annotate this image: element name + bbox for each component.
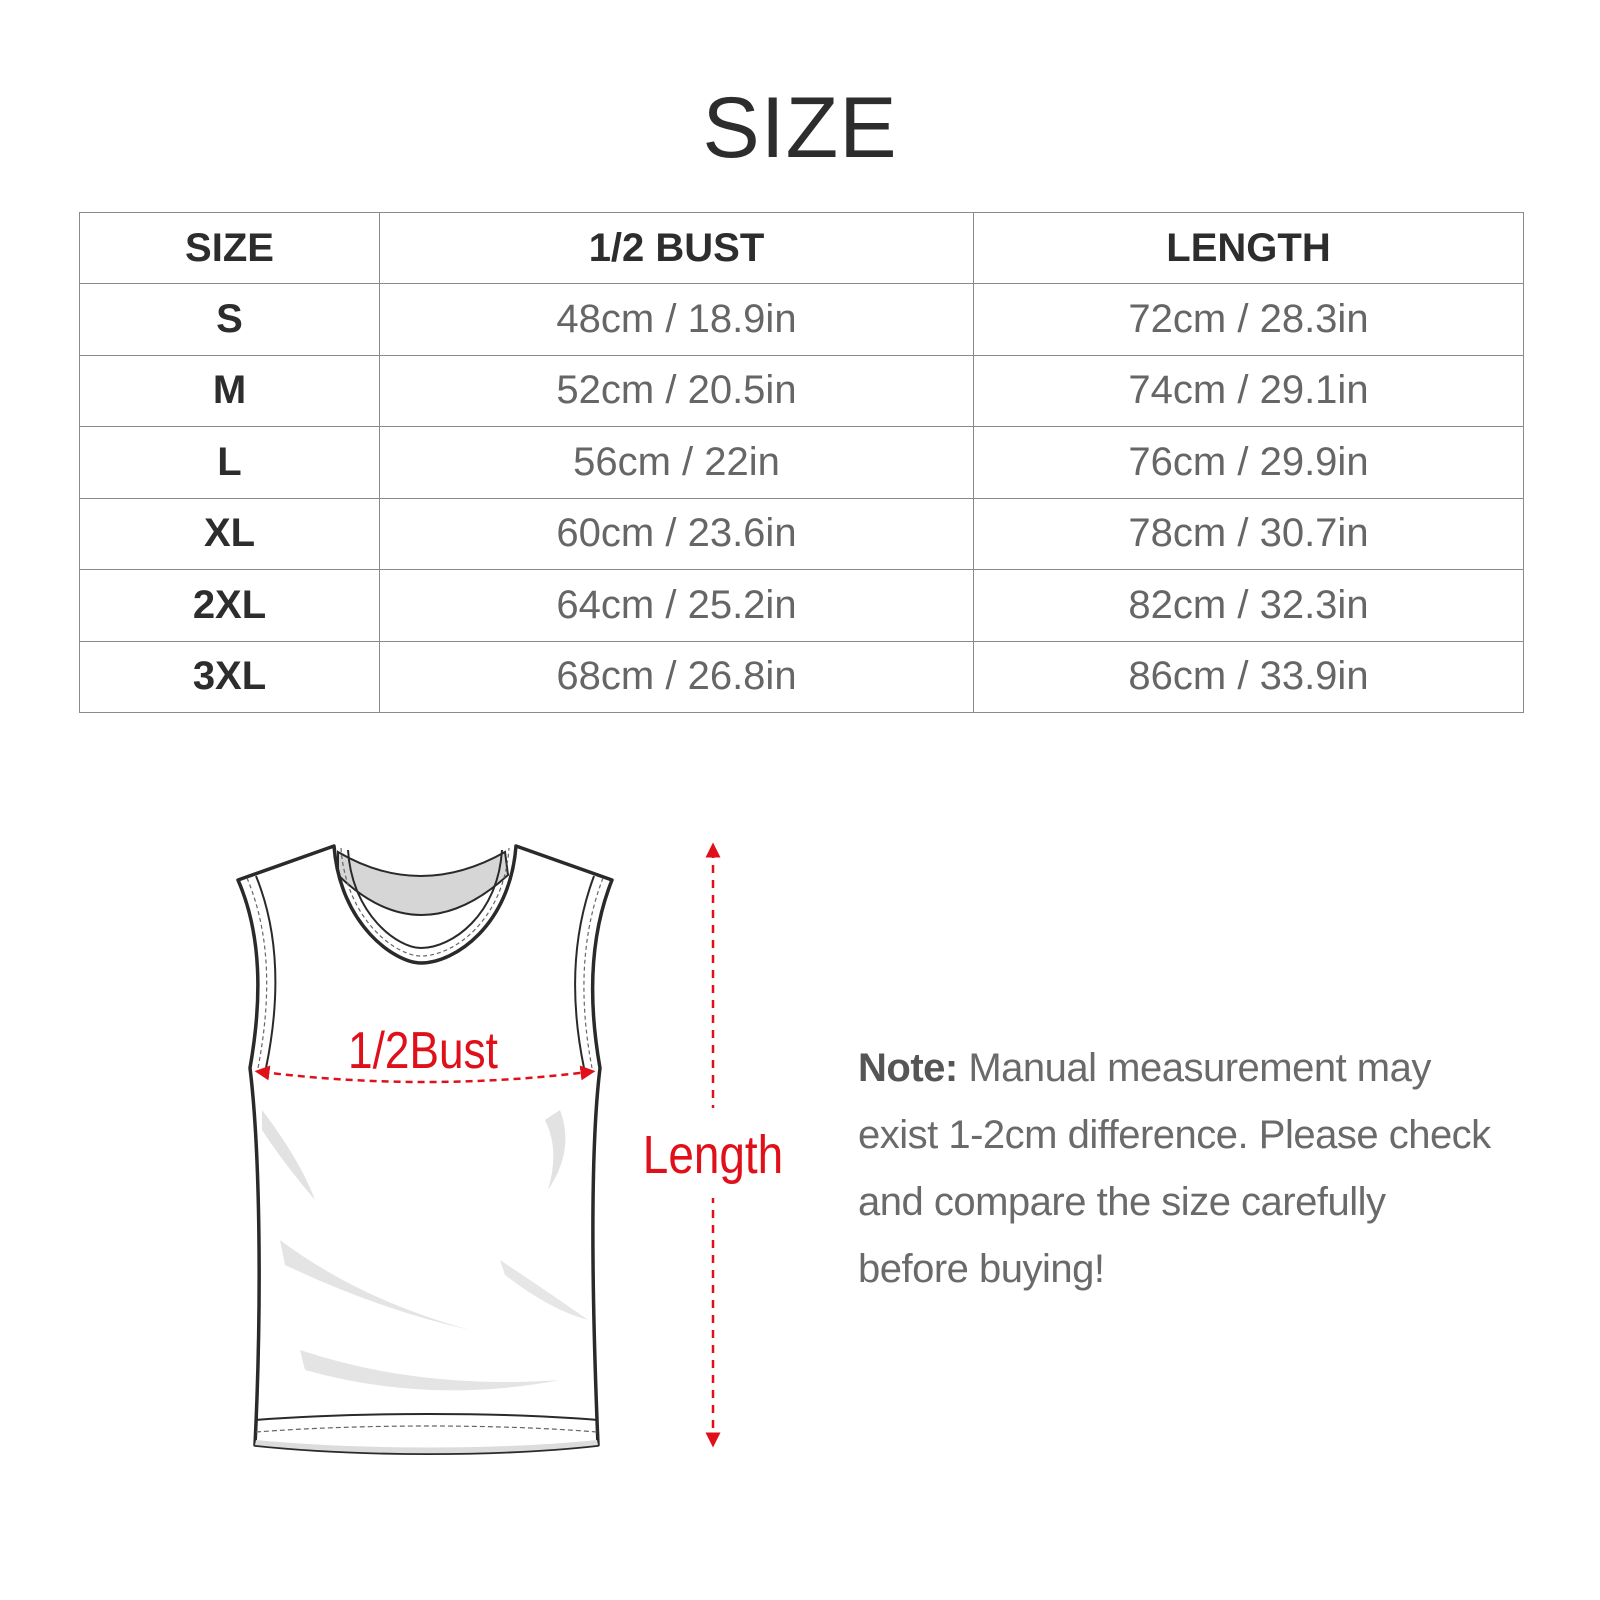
note-label: Note: (858, 1046, 958, 1090)
bust-cell: 52cm / 20.5in (380, 355, 974, 427)
header-length: LENGTH (974, 213, 1524, 284)
header-size: SIZE (80, 213, 380, 284)
size-cell: XL (80, 498, 380, 570)
size-cell: 3XL (80, 641, 380, 713)
length-cell: 76cm / 29.9in (974, 427, 1524, 499)
length-cell: 82cm / 32.3in (974, 570, 1524, 642)
table-header-row (80, 213, 1524, 284)
table-row (80, 641, 1524, 713)
table-row (80, 498, 1524, 570)
page-title: SIZE (702, 80, 898, 176)
tank-top-icon (238, 846, 612, 1453)
table-row (80, 355, 1524, 427)
bust-cell: 64cm / 25.2in (380, 570, 974, 642)
size-cell: L (80, 427, 380, 499)
length-cell: 86cm / 33.9in (974, 641, 1524, 713)
size-cell: S (80, 284, 380, 356)
note-text (858, 1035, 1498, 1303)
size-cell: M (80, 355, 380, 427)
measurement-diagram (0, 820, 820, 1460)
table-row (80, 284, 1524, 356)
length-label: Length (642, 1124, 784, 1185)
bust-label: 1/2Bust (348, 1021, 498, 1080)
length-cell: 72cm / 28.3in (974, 284, 1524, 356)
table-row (80, 570, 1524, 642)
length-cell: 78cm / 30.7in (974, 498, 1524, 570)
size-cell: 2XL (80, 570, 380, 642)
note-body: Manual measurement may exist 1-2cm difference. Please check and compare the size carefully before buying! (858, 1046, 1491, 1291)
size-table (79, 212, 1524, 713)
bust-cell: 48cm / 18.9in (380, 284, 974, 356)
header-bust: 1/2 BUST (380, 213, 974, 284)
bust-cell: 56cm / 22in (380, 427, 974, 499)
bust-cell: 60cm / 23.6in (380, 498, 974, 570)
table-row (80, 427, 1524, 499)
length-cell: 74cm / 29.1in (974, 355, 1524, 427)
bust-cell: 68cm / 26.8in (380, 641, 974, 713)
